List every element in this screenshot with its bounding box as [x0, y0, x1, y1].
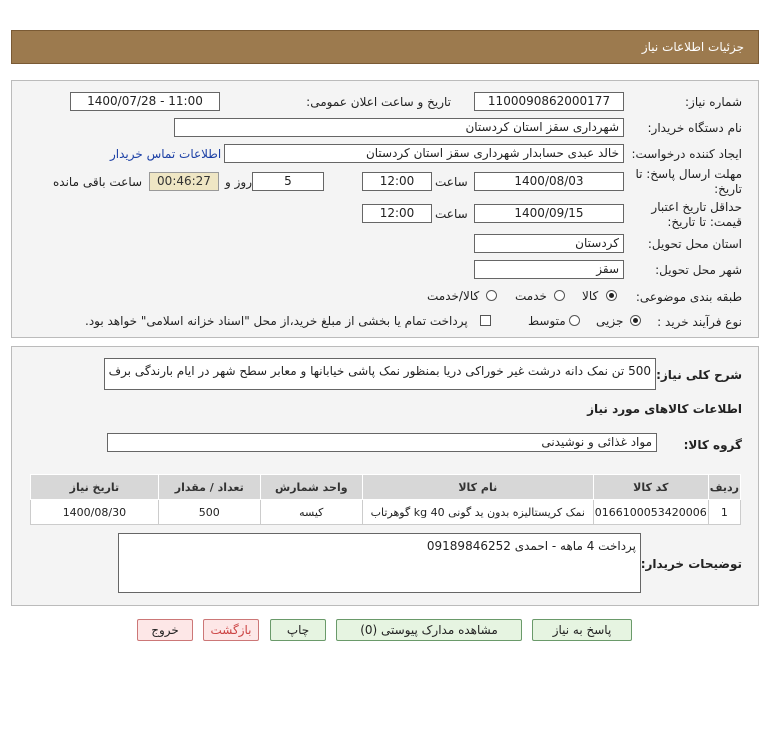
- cell-unit: کیسه: [260, 500, 362, 525]
- cell-date: 1400/08/30: [31, 500, 159, 525]
- announce-label: تاریخ و ساعت اعلان عمومی:: [306, 95, 451, 109]
- description-label: شرح کلی نیاز:: [656, 368, 742, 382]
- city-label: شهر محل تحویل:: [655, 263, 742, 277]
- table-row: [31, 500, 741, 525]
- category-option-service: خدمت: [515, 289, 547, 303]
- requester-label: ایجاد کننده درخواست:: [631, 147, 742, 161]
- buyer-org-field: شهرداری سقز استان کردستان: [174, 118, 624, 137]
- attachments-button[interactable]: مشاهده مدارک پیوستی (0): [336, 619, 522, 641]
- days-label: روز و: [225, 175, 252, 189]
- reply-button[interactable]: پاسخ به نیاز: [532, 619, 632, 641]
- category-label: طبقه بندی موضوعی:: [635, 290, 742, 304]
- deadline-time-label: ساعت: [435, 175, 468, 189]
- exit-button[interactable]: خروج: [137, 619, 193, 641]
- process-radio-medium[interactable]: [569, 315, 580, 326]
- category-option-both: کالا/خدمت: [427, 289, 480, 303]
- payment-note: پرداخت تمام یا بخشی از مبلغ خرید،از محل "اسناد خزانه اسلامی" خواهد بود.: [85, 314, 468, 328]
- validity-time-field: 12:00: [362, 204, 432, 223]
- col-date: تاریخ نیاز: [31, 475, 159, 500]
- validity-date-field: 1400/09/15: [474, 204, 624, 223]
- back-button[interactable]: بازگشت: [203, 619, 259, 641]
- process-option-medium: متوسط: [528, 314, 566, 328]
- buyer-notes-label: توضیحات خریدار:: [640, 557, 742, 571]
- city-field: سقز: [474, 260, 624, 279]
- remaining-time-field: 00:46:27: [149, 172, 219, 191]
- goods-group-label: گروه کالا:: [683, 438, 742, 452]
- col-code: کد کالا: [593, 475, 708, 500]
- col-row: ردیف: [708, 475, 740, 500]
- page-title: جزئیات اطلاعات نیاز: [641, 40, 744, 54]
- validity-time-label: ساعت: [435, 207, 468, 221]
- deadline-time-field: 12:00: [362, 172, 432, 191]
- category-radio-service[interactable]: [554, 290, 565, 301]
- deadline-label-2: تاریخ:: [714, 182, 742, 196]
- process-option-minor: جزیی: [596, 314, 624, 328]
- remaining-label: ساعت باقی مانده: [53, 175, 143, 189]
- announce-field: 1400/07/28 - 11:00: [70, 92, 220, 111]
- buyer-notes-field: پرداخت 4 ماهه - احمدی 09189846252: [118, 533, 641, 593]
- contact-buyer-link[interactable]: اطلاعات تماس خریدار: [110, 147, 222, 161]
- col-qty: تعداد / مقدار: [158, 475, 260, 500]
- treasury-payment-checkbox[interactable]: [480, 315, 491, 326]
- col-unit: واحد شمارش: [260, 475, 362, 500]
- validity-label-2: قیمت: تا تاریخ:: [667, 215, 742, 229]
- province-field: کردستان: [474, 234, 624, 253]
- province-label: استان محل تحویل:: [647, 237, 742, 251]
- requester-field: خالد عبدی حسابدار شهرداری سقز استان کردستان: [224, 144, 624, 163]
- goods-table-header: [31, 475, 741, 500]
- page-header: [11, 30, 759, 64]
- description-field: 500 تن نمک دانه درشت غیر خوراکی دریا بمنظور نمک پاشی خیابانها و معابر سطح شهر در ایام بارندگی برف: [104, 358, 656, 390]
- cell-qty: 500: [158, 500, 260, 525]
- goods-table: [30, 474, 741, 525]
- need-number-label: شماره نیاز:: [685, 95, 742, 109]
- need-number-field: 1100090862000177: [474, 92, 624, 111]
- cell-name: نمک کریستالیزه بدون ید گونی 40 kg گوهرتاب: [362, 500, 593, 525]
- deadline-label-1: مهلت ارسال پاسخ: تا: [635, 167, 742, 181]
- print-button[interactable]: چاپ: [270, 619, 326, 641]
- category-option-goods: کالا: [582, 289, 599, 303]
- process-label: نوع فرآیند خرید :: [657, 315, 742, 329]
- category-radio-goods[interactable]: [606, 290, 617, 301]
- deadline-date-field: 1400/08/03: [474, 172, 624, 191]
- buyer-org-label: نام دستگاه خریدار:: [647, 121, 742, 135]
- cell-code: 0166100053420006: [593, 500, 708, 525]
- col-name: نام کالا: [362, 475, 593, 500]
- process-radio-minor[interactable]: [630, 315, 641, 326]
- goods-section-title: اطلاعات کالاهای مورد نیاز: [587, 402, 742, 416]
- validity-label-1: حداقل تاریخ اعتبار: [651, 200, 742, 214]
- goods-group-field: مواد غذائی و نوشیدنی: [107, 433, 657, 452]
- days-field: 5: [252, 172, 324, 191]
- category-radio-both[interactable]: [486, 290, 497, 301]
- cell-row: 1: [708, 500, 740, 525]
